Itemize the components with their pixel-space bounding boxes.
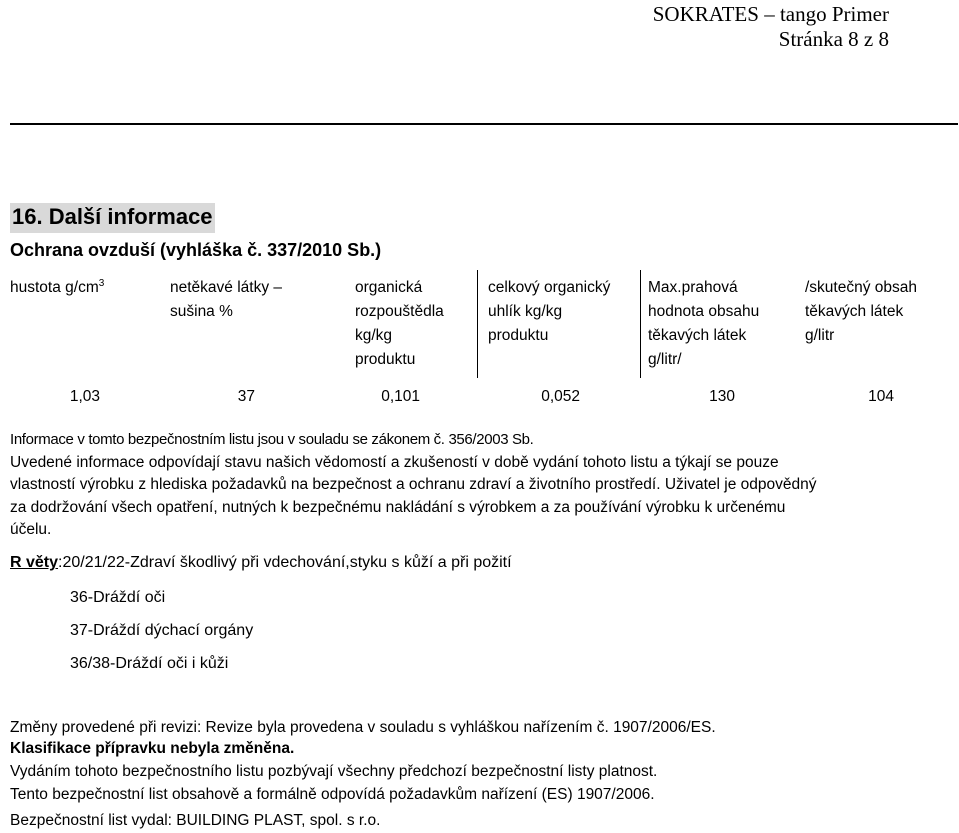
col-maxvoc-line: těkavých látek [648,327,747,344]
col-maxvoc-line: g/litr/ [648,351,682,368]
value-density: 1,03 [69,388,100,405]
col-carbon-line: celkový organický [488,279,611,296]
section-title: 16. Další informace [10,203,215,233]
r-phrase-item: 37-Dráždí dýchací orgány [70,622,254,639]
r-phrase-item: 36/38-Dráždí oči i kůži [70,655,229,672]
disclaimer-line: vlastností výrobku z hlediska požadavků na bezpečnost a ochranu zdraví a životního prostředí. Uživatel je odpovědný [10,476,817,493]
col-max-voc [648,276,759,372]
col-total-carbon [488,276,610,348]
col-solvents-line: produktu [355,351,416,368]
legal-compliance-note: Informace v tomto bezpečnostním listu jsou v souladu se zákonem č. 356/2003 Sb. [10,431,534,448]
col-density [10,276,104,300]
value-solids: 37 [237,388,255,405]
value-max-voc: 130 [709,388,735,405]
disclaimer-line: účelu. [10,521,52,538]
disclaimer-line: za dodržování všech opatření, nutných k bezpečnému nakládání s výrobkem a za používání výrobku k určenému [10,499,786,516]
col-organic-solvents [355,276,444,372]
compliance-note: Tento bezpečnostní list obsahově a formálně odpovídá požadavkům nařízení (ES) 1907/2006. [10,786,655,803]
col-solids-line: netěkavé látky – [170,279,283,296]
r-phrases-text: :20/21/22-Zdraví škodlivý při vdechování,styku s kůží a při požití [58,554,512,571]
col-solids [170,276,282,324]
header-divider [10,123,958,125]
col-actualvoc-line: těkavých látek [805,303,904,320]
r-phrases-label: R věty [10,554,59,571]
r-phrases-heading [10,554,512,572]
revision-note: Změny provedené při revizi: Revize byla provedena v souladu s vyhláškou nařízením č. 1907/2006/ES. [10,719,716,736]
col-solids-line: sušina % [170,303,233,320]
section-subtitle: Ochrana ovzduší (vyhláška č. 337/2010 Sb.) [10,240,382,260]
col-actual-voc [805,276,917,348]
col-density-label: hustota $g/cm^3$ [10,277,105,296]
col-carbon-line: uhlík kg/kg [488,303,563,320]
value-total-carbon: 0,052 [541,388,580,405]
table-divider [477,270,478,378]
col-solvents-line: rozpouštědla [355,303,444,320]
col-actualvoc-line: g/litr [805,327,835,344]
r-phrase-item: 36-Dráždí oči [70,589,166,606]
invalidation-note: Vydáním tohoto bezpečnostního listu pozbývají všechny předchozí bezpečnostní listy platnost. [10,763,658,780]
col-solvents-line: kg/kg [355,327,393,344]
col-solvents-line: organická [355,279,423,296]
document-title: SOKRATES – tango Primer [652,2,889,26]
disclaimer-line: Uvedené informace odpovídají stavu našich vědomostí a zkušeností v době vydání tohoto listu a týkají se pouze [10,454,779,471]
col-carbon-line: produktu [488,327,549,344]
value-actual-voc: 104 [868,388,894,405]
issuer-note: Bezpečnostní list vydal: BUILDING PLAST, spol. s r.o. [10,812,381,829]
value-organic-solvents: 0,101 [381,388,420,405]
col-maxvoc-line: Max.prahová [648,279,738,296]
table-divider [640,270,641,378]
classification-note: Klasifikace přípravku nebyla změněna. [10,740,295,757]
col-actualvoc-line: /skutečný obsah [805,279,918,296]
page-number: Stránka 8 z 8 [778,27,889,51]
col-maxvoc-line: hodnota obsahu [648,303,760,320]
